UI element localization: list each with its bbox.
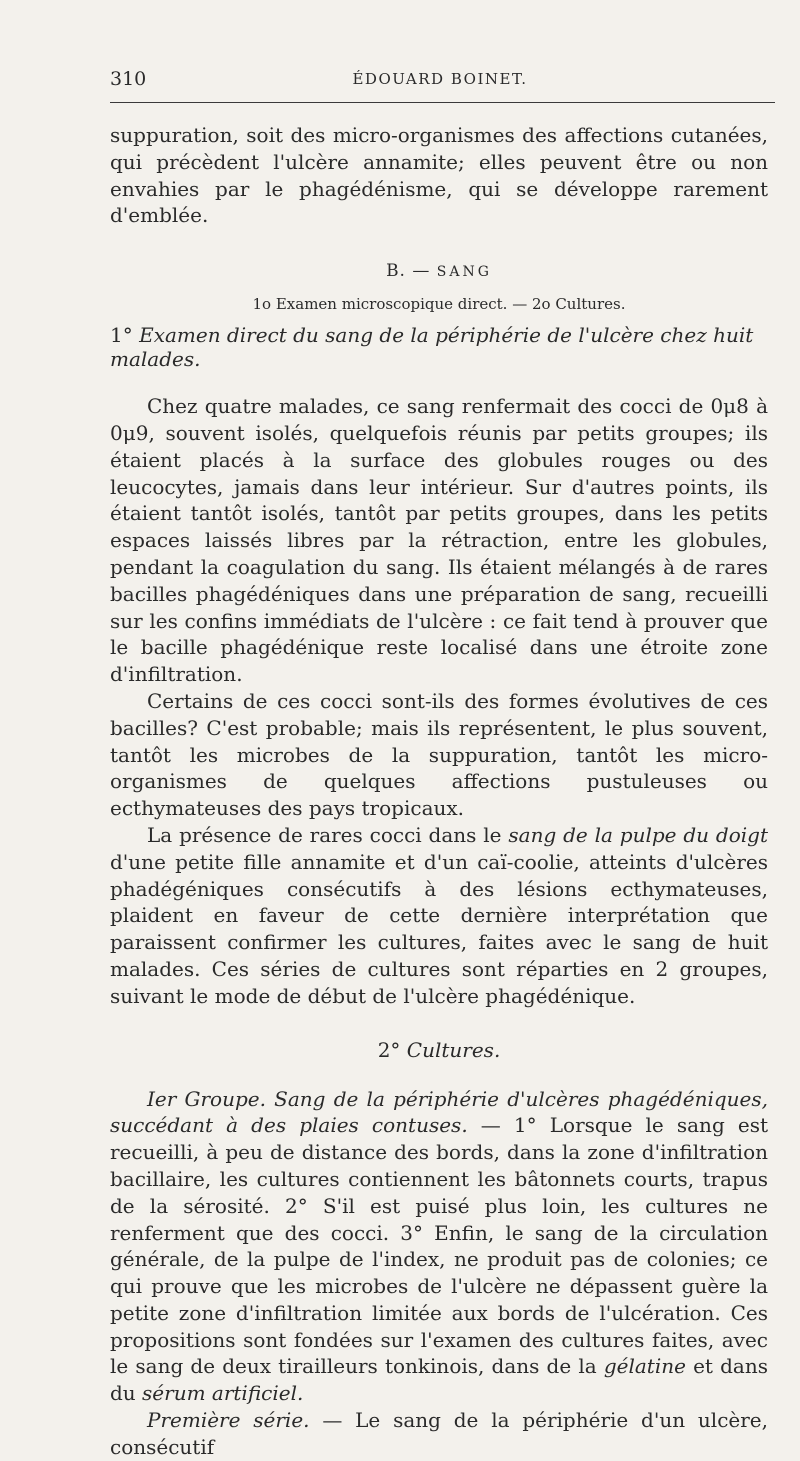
italic-run: gélatine: [603, 1354, 686, 1379]
text-run: — Le sang de la périphérie d'un ulcère, consécutif: [110, 1408, 768, 1459]
italic-run: sérum artificiel.: [142, 1381, 304, 1406]
paragraph-certains: Certains de ces cocci sont-ils des formes évolutives de ces bacilles? C'est probable; mais ils représentent, le plus souvent, tantôt les microbes de la suppuration, tantôt les micro-organismes de quelques affections pustuleuses ou ecthymateuses des pays tropicaux.: [110, 688, 768, 821]
italic-run: sang de la pulpe du doigt: [508, 822, 768, 847]
subheading-number: 2°: [377, 1037, 401, 1062]
header-rule: [110, 102, 775, 103]
paragraph-presence: [110, 822, 768, 1010]
running-head: [110, 68, 770, 96]
paragraph-premiere-serie: [110, 1407, 768, 1461]
subheading-cultures: [110, 1038, 768, 1062]
subheading-number: 1°: [110, 323, 133, 348]
groupe-number: Ier: [147, 1086, 177, 1111]
text-run: et dans du: [110, 1354, 768, 1406]
section-letter: B.: [386, 261, 406, 282]
body-text: [110, 122, 768, 1461]
text-run: La présence de rares cocci dans le: [147, 822, 509, 847]
paragraph-groupe: [110, 1086, 768, 1408]
subheading-examen-direct: [110, 323, 768, 371]
groupe-label: Groupe. Sang de la périphérie d'ulcères phagédéniques, succédant à des plaies contuses.: [110, 1086, 768, 1138]
text-run: d'une petite fille annamite et d'un caï-coolie, atteints d'ulcères phadégéniques consécutifs à des lésions ecthymateuses, plaident en faveur de cette dernière interprétation que paraissent confirmer les cultures, faites avec le sang de huit malades. Ces séries de cultures sont réparties en 2 groupes, suivant le mode de début de l'ulcère phagédénique.: [110, 849, 768, 1008]
paragraph-cocci: Chez quatre malades, ce sang renfermait des cocci de 0μ8 à 0μ9, souvent isolés, quelquefois réunis par petits groupes; ils étaient placés à la surface des globules rouges ou des leucocytes, jamais dans leur intérieur. Sur d'autres points, ils étaient tantôt isolés, tantôt par petits groupes, dans les petits espaces laissés libres par la rétraction, entre les globules, pendant la coagulation du sang. Ils étaient mélangés à de rares bacilles phagédéniques dans une préparation de sang, recueilli sur les confins immédiats de l'ulcère : ce fait tend à prouver que le bacille phagédénique reste localisé dans une étroite zone d'infiltration.: [110, 394, 768, 687]
subheading-text: Examen direct du sang de la périphérie de l'ulcère chez huit malades.: [110, 323, 754, 372]
text-run: — 1° Lorsque le sang est recueilli, à peu de distance des bords, dans la zone d'infiltration bacillaire, les cultures contiennent les bâtonnets courts, trapus de la sérosité. 2° S'il est puisé plus loin, les cultures ne renferment que des cocci. 3° Enfin, le sang de la circulation générale, de la pulpe de l'index, ne produit pas de colonies; ce qui prouve que les microbes de l'ulcère ne dépassent guère la petite zone d'infiltration limitée aux bords de l'ulcération. Ces propositions sont fondées sur l'examen des cultures faites, avec le sang de deux tirailleurs tonkinois, dans de la: [110, 1113, 768, 1379]
serie-label: Première série.: [147, 1408, 310, 1433]
page-number: 310: [110, 68, 147, 90]
section-summary: 1o Examen microscopique direct. — 2o Cultures.: [252, 295, 626, 314]
running-title: ÉDOUARD BOINET.: [352, 70, 528, 88]
section-heading: [110, 261, 768, 281]
section-title: SANG: [436, 264, 492, 281]
intro-paragraph: suppuration, soit des micro-organismes des affections cutanées, qui précèdent l'ulcère annamite; elles peuvent être ou non envahies par le phagédénisme, qui se développe rarement d'emblée.: [110, 123, 768, 228]
subheading-text: Cultures.: [406, 1037, 501, 1062]
section-dash: —: [412, 261, 431, 282]
